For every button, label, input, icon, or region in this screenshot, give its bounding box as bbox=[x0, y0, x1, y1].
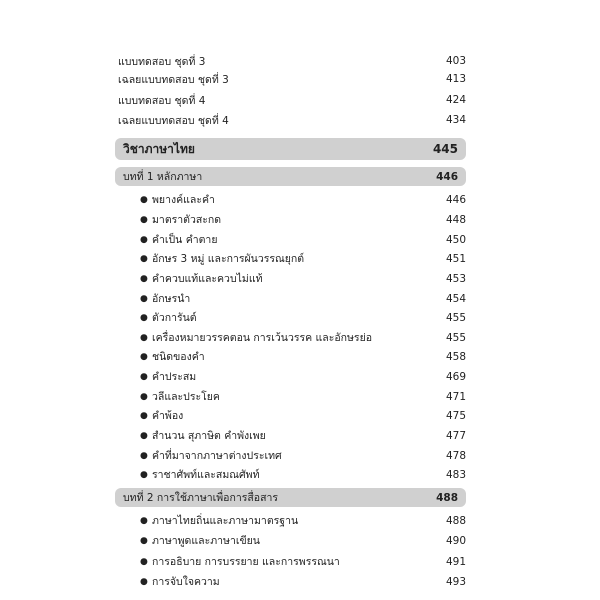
item-title: ภาษาไทยถิ่นและภาษามาตรฐาน bbox=[152, 515, 299, 527]
entry-page: 434 bbox=[445, 114, 466, 126]
toc-entry bbox=[118, 69, 466, 89]
item-title: ตัวการันต์ bbox=[152, 312, 197, 324]
lesson-header bbox=[115, 488, 466, 507]
toc-item bbox=[140, 249, 466, 268]
toc-item bbox=[140, 190, 466, 209]
item-page: 455 bbox=[445, 311, 466, 324]
bullet-icon: ● bbox=[140, 194, 148, 205]
subject-page: 445 bbox=[432, 142, 458, 156]
entry-page: 403 bbox=[445, 55, 466, 67]
bullet-icon: ● bbox=[140, 293, 148, 304]
toc-item bbox=[140, 367, 466, 386]
toc-item bbox=[140, 426, 466, 445]
item-page: 454 bbox=[445, 292, 466, 305]
item-page: 453 bbox=[445, 272, 466, 285]
item-title: การจับใจความ bbox=[152, 576, 220, 588]
entry-title: เฉลยแบบทดสอบ ชุดที่ 4 bbox=[118, 114, 229, 127]
item-page: 458 bbox=[445, 350, 466, 363]
item-page: 488 bbox=[445, 514, 466, 527]
toc-item bbox=[140, 328, 466, 347]
item-page: 448 bbox=[445, 213, 466, 226]
item-title: คำประสม bbox=[152, 371, 197, 383]
toc-entry bbox=[118, 110, 466, 130]
bullet-icon: ● bbox=[140, 410, 148, 421]
item-title: คำที่มาจากภาษาต่างประเทศ bbox=[152, 450, 282, 462]
subject-header bbox=[115, 138, 466, 160]
item-title: มาตราตัวสะกด bbox=[152, 214, 222, 226]
subject-title: วิชาภาษาไทย bbox=[123, 141, 195, 156]
toc-item bbox=[140, 230, 466, 249]
item-title: การอธิบาย การบรรยาย และการพรรณนา bbox=[152, 556, 340, 568]
bullet-icon: ● bbox=[140, 371, 148, 382]
toc-item bbox=[140, 289, 466, 308]
lesson-page: 488 bbox=[436, 491, 458, 504]
entry-title: แบบทดสอบ ชุดที่ 4 bbox=[118, 94, 206, 107]
lesson-title: บทที่ 2 การใช้ภาษาเพื่อการสื่อสาร bbox=[123, 492, 279, 504]
bullet-icon: ● bbox=[140, 515, 148, 526]
lesson-page: 446 bbox=[436, 170, 458, 183]
toc-item bbox=[140, 531, 466, 550]
item-page: 491 bbox=[445, 555, 466, 568]
bullet-icon: ● bbox=[140, 450, 148, 461]
bullet-icon: ● bbox=[140, 351, 148, 362]
bullet-icon: ● bbox=[140, 535, 148, 546]
item-page: 451 bbox=[445, 252, 466, 265]
item-page: 493 bbox=[445, 575, 466, 588]
item-page: 490 bbox=[445, 534, 466, 547]
item-page: 469 bbox=[445, 370, 466, 383]
bullet-icon: ● bbox=[140, 312, 148, 323]
toc-item bbox=[140, 552, 466, 571]
toc-item bbox=[140, 308, 466, 327]
item-page: 455 bbox=[445, 331, 466, 344]
toc-item bbox=[140, 465, 466, 484]
toc-entry bbox=[118, 90, 466, 110]
toc-item bbox=[140, 406, 466, 425]
item-title: วลีและประโยค bbox=[152, 391, 220, 403]
item-title: คำควบแท้และควบไม่แท้ bbox=[152, 273, 263, 285]
item-title: คำเป็น คำตาย bbox=[152, 234, 218, 246]
toc-item bbox=[140, 572, 466, 591]
entry-page: 413 bbox=[445, 73, 466, 85]
item-page: 483 bbox=[445, 468, 466, 481]
item-title: ภาษาพูดและภาษาเขียน bbox=[152, 535, 260, 547]
item-title: เครื่องหมายวรรคตอน การเว้นวรรค และอักษรย่อ bbox=[152, 332, 373, 344]
bullet-icon: ● bbox=[140, 556, 148, 567]
bullet-icon: ● bbox=[140, 469, 148, 480]
bullet-icon: ● bbox=[140, 576, 148, 587]
item-title: อักษร 3 หมู่ และการผันวรรณยุกต์ bbox=[152, 253, 305, 265]
toc-entry bbox=[118, 51, 466, 71]
item-page: 450 bbox=[445, 233, 466, 246]
item-title: ราชาศัพท์และสมณศัพท์ bbox=[152, 469, 260, 481]
toc-item bbox=[140, 210, 466, 229]
toc-item bbox=[140, 347, 466, 366]
entry-title: แบบทดสอบ ชุดที่ 3 bbox=[118, 55, 206, 68]
toc-item bbox=[140, 387, 466, 406]
toc-item bbox=[140, 269, 466, 288]
bullet-icon: ● bbox=[140, 253, 148, 264]
item-title: อักษรนำ bbox=[152, 293, 191, 305]
entry-title: เฉลยแบบทดสอบ ชุดที่ 3 bbox=[118, 73, 229, 86]
item-page: 475 bbox=[445, 409, 466, 422]
bullet-icon: ● bbox=[140, 391, 148, 402]
lesson-title: บทที่ 1 หลักภาษา bbox=[123, 171, 203, 183]
bullet-icon: ● bbox=[140, 430, 148, 441]
item-title: สำนวน สุภาษิต คำพังเพย bbox=[152, 430, 266, 442]
item-title: ชนิดของคำ bbox=[152, 351, 205, 363]
bullet-icon: ● bbox=[140, 273, 148, 284]
item-title: พยางค์และคำ bbox=[152, 194, 215, 206]
toc-item bbox=[140, 511, 466, 530]
item-page: 478 bbox=[445, 449, 466, 462]
entry-page: 424 bbox=[445, 94, 466, 106]
lesson-header bbox=[115, 167, 466, 186]
item-title: คำพ้อง bbox=[152, 410, 184, 422]
toc-item bbox=[140, 446, 466, 465]
item-page: 471 bbox=[445, 390, 466, 403]
item-page: 477 bbox=[445, 429, 466, 442]
bullet-icon: ● bbox=[140, 332, 148, 343]
bullet-icon: ● bbox=[140, 214, 148, 225]
bullet-icon: ● bbox=[140, 234, 148, 245]
item-page: 446 bbox=[445, 193, 466, 206]
